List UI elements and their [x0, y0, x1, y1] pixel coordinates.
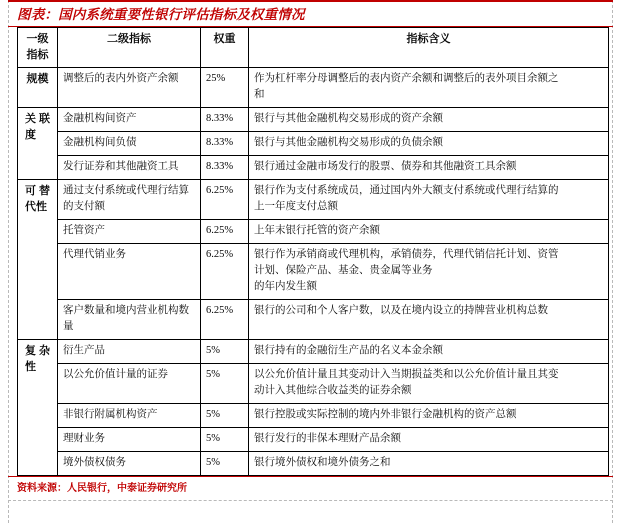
secondary-indicator-cell: 发行证券和其他融资工具 [58, 156, 201, 180]
meaning-line: 银行通过金融市场发行的股票、债券和其他融资工具余额 [254, 161, 517, 172]
table-header-row [18, 28, 609, 68]
secondary-indicator-cell: 调整后的表内外资产余额 [58, 68, 201, 108]
weight-cell: 6.25% [201, 244, 249, 300]
table-row [18, 220, 609, 244]
meaning-cell [249, 68, 609, 108]
table-row [18, 300, 609, 340]
primary-indicator-line: 代性 [25, 201, 47, 213]
meaning-cell [249, 244, 609, 300]
table-row [18, 404, 609, 428]
meaning-cell [249, 108, 609, 132]
meaning-line: 计划、保险产品、基金、贵金属等业务 [254, 265, 433, 276]
column-header-meaning: 指标含义 [249, 28, 609, 68]
meaning-cell [249, 404, 609, 428]
meaning-cell [249, 364, 609, 404]
primary-indicator-glyph: 杂 [39, 345, 50, 357]
secondary-indicator-cell: 境外债权债务 [58, 452, 201, 476]
meaning-line: 和 [254, 89, 265, 100]
column-header-weight: 权重 [201, 28, 249, 68]
weight-cell: 5% [201, 364, 249, 404]
meaning-line: 上年末银行托管的资产余额 [254, 225, 380, 236]
secondary-indicator-cell: 非银行附属机构资产 [58, 404, 201, 428]
meaning-cell [249, 220, 609, 244]
table-row [18, 244, 609, 300]
source-note: 资料来源：人民银行，中泰证券研究所 [17, 483, 187, 494]
table-row [18, 68, 609, 108]
column-header-secondary-indicator: 二级指标 [58, 28, 201, 68]
table-row [18, 340, 609, 364]
meaning-line: 银行持有的金融衍生产品的名义本金余额 [254, 345, 443, 356]
primary-indicator-line [23, 183, 52, 199]
table-row [18, 156, 609, 180]
weight-cell: 25% [201, 68, 249, 108]
weight-cell: 8.33% [201, 108, 249, 132]
meaning-line: 银行境外债权和境外债务之和 [254, 457, 391, 468]
meaning-line: 作为杠杆率分母调整后的表内资产余额和调整后的表外项目余额之 [254, 73, 559, 84]
meaning-line: 银行作为支付系统成员，通过国内外大额支付系统或代理行结算的 [254, 185, 559, 196]
table-row [18, 132, 609, 156]
source-band [8, 476, 613, 501]
secondary-indicator-cell: 代理代销业务 [58, 244, 201, 300]
primary-indicator-cell [18, 340, 58, 476]
figure-title-band [8, 0, 613, 27]
table-body [18, 68, 609, 476]
meaning-cell [249, 428, 609, 452]
meaning-line: 银行的公司和个人客户数，以及在境内设立的持牌营业机构总数 [254, 305, 548, 316]
meaning-line: 银行发行的非保本理财产品余额 [254, 433, 401, 444]
weight-cell: 5% [201, 340, 249, 364]
meaning-line: 银行与其他金融机构交易形成的资产余额 [254, 113, 443, 124]
weight-cell: 6.25% [201, 300, 249, 340]
weight-cell: 5% [201, 452, 249, 476]
meaning-line: 动计入其他综合收益类的证券余额 [254, 385, 412, 396]
meaning-cell [249, 156, 609, 180]
meaning-line: 的年内发生额 [254, 281, 317, 292]
primary-indicator-line [23, 343, 52, 359]
weight-cell: 8.33% [201, 156, 249, 180]
meaning-line: 银行作为承销商或代理机构，承销债券，代理代销信托计划、资管 [254, 249, 559, 260]
primary-indicator-glyph: 替 [39, 185, 50, 197]
indicator-weights-table [17, 27, 609, 476]
column-header-primary-indicator [18, 28, 58, 68]
primary-indicator-cell [18, 68, 58, 108]
meaning-cell [249, 340, 609, 364]
meaning-line: 银行与其他金融机构交易形成的负债余额 [254, 137, 443, 148]
meaning-line: 银行控股或实际控制的境内外非银行金融机构的资产总额 [254, 409, 517, 420]
secondary-indicator-cell: 客户数量和境内营业机构数量 [58, 300, 201, 340]
meaning-cell [249, 452, 609, 476]
table-row [18, 180, 609, 220]
weight-cell: 5% [201, 404, 249, 428]
primary-indicator-glyph: 可 [25, 185, 36, 197]
table-head [18, 28, 609, 68]
secondary-indicator-cell: 衍生产品 [58, 340, 201, 364]
column-header-primary-indicator-line2: 指标 [26, 49, 49, 61]
meaning-cell [249, 300, 609, 340]
primary-indicator-cell [18, 180, 58, 340]
weight-cell: 8.33% [201, 132, 249, 156]
primary-indicator-cell [18, 108, 58, 180]
secondary-indicator-cell: 以公允价值计量的证券 [58, 364, 201, 404]
column-header-primary-indicator-line1: 一级 [26, 33, 49, 45]
secondary-indicator-cell: 通过支付系统或代理行结算的支付额 [58, 180, 201, 220]
secondary-indicator-cell: 金融机构间资产 [58, 108, 201, 132]
weight-cell: 5% [201, 428, 249, 452]
primary-indicator-line: 度 [25, 129, 36, 141]
meaning-cell [249, 132, 609, 156]
table-row [18, 364, 609, 404]
meaning-cell [249, 180, 609, 220]
primary-indicator-line: 规模 [26, 73, 49, 85]
secondary-indicator-cell: 托管资产 [58, 220, 201, 244]
primary-indicator-line [23, 111, 52, 127]
meaning-line: 以公允价值计量且其变动计入当期损益类和以公允价值计量且其变 [254, 369, 559, 380]
primary-indicator-glyph: 关 [25, 113, 36, 125]
primary-indicator-glyph: 联 [39, 113, 50, 125]
primary-indicator-glyph: 复 [25, 345, 36, 357]
table-row [18, 108, 609, 132]
weight-cell: 6.25% [201, 220, 249, 244]
secondary-indicator-cell: 金融机构间负债 [58, 132, 201, 156]
weight-cell: 6.25% [201, 180, 249, 220]
primary-indicator-line: 性 [25, 361, 36, 373]
meaning-line: 上一年度支付总额 [254, 201, 338, 212]
secondary-indicator-cell: 理财业务 [58, 428, 201, 452]
table-row [18, 452, 609, 476]
table-row [18, 428, 609, 452]
page-title: 图表：国内系统重要性银行评估指标及权重情况 [17, 7, 305, 22]
